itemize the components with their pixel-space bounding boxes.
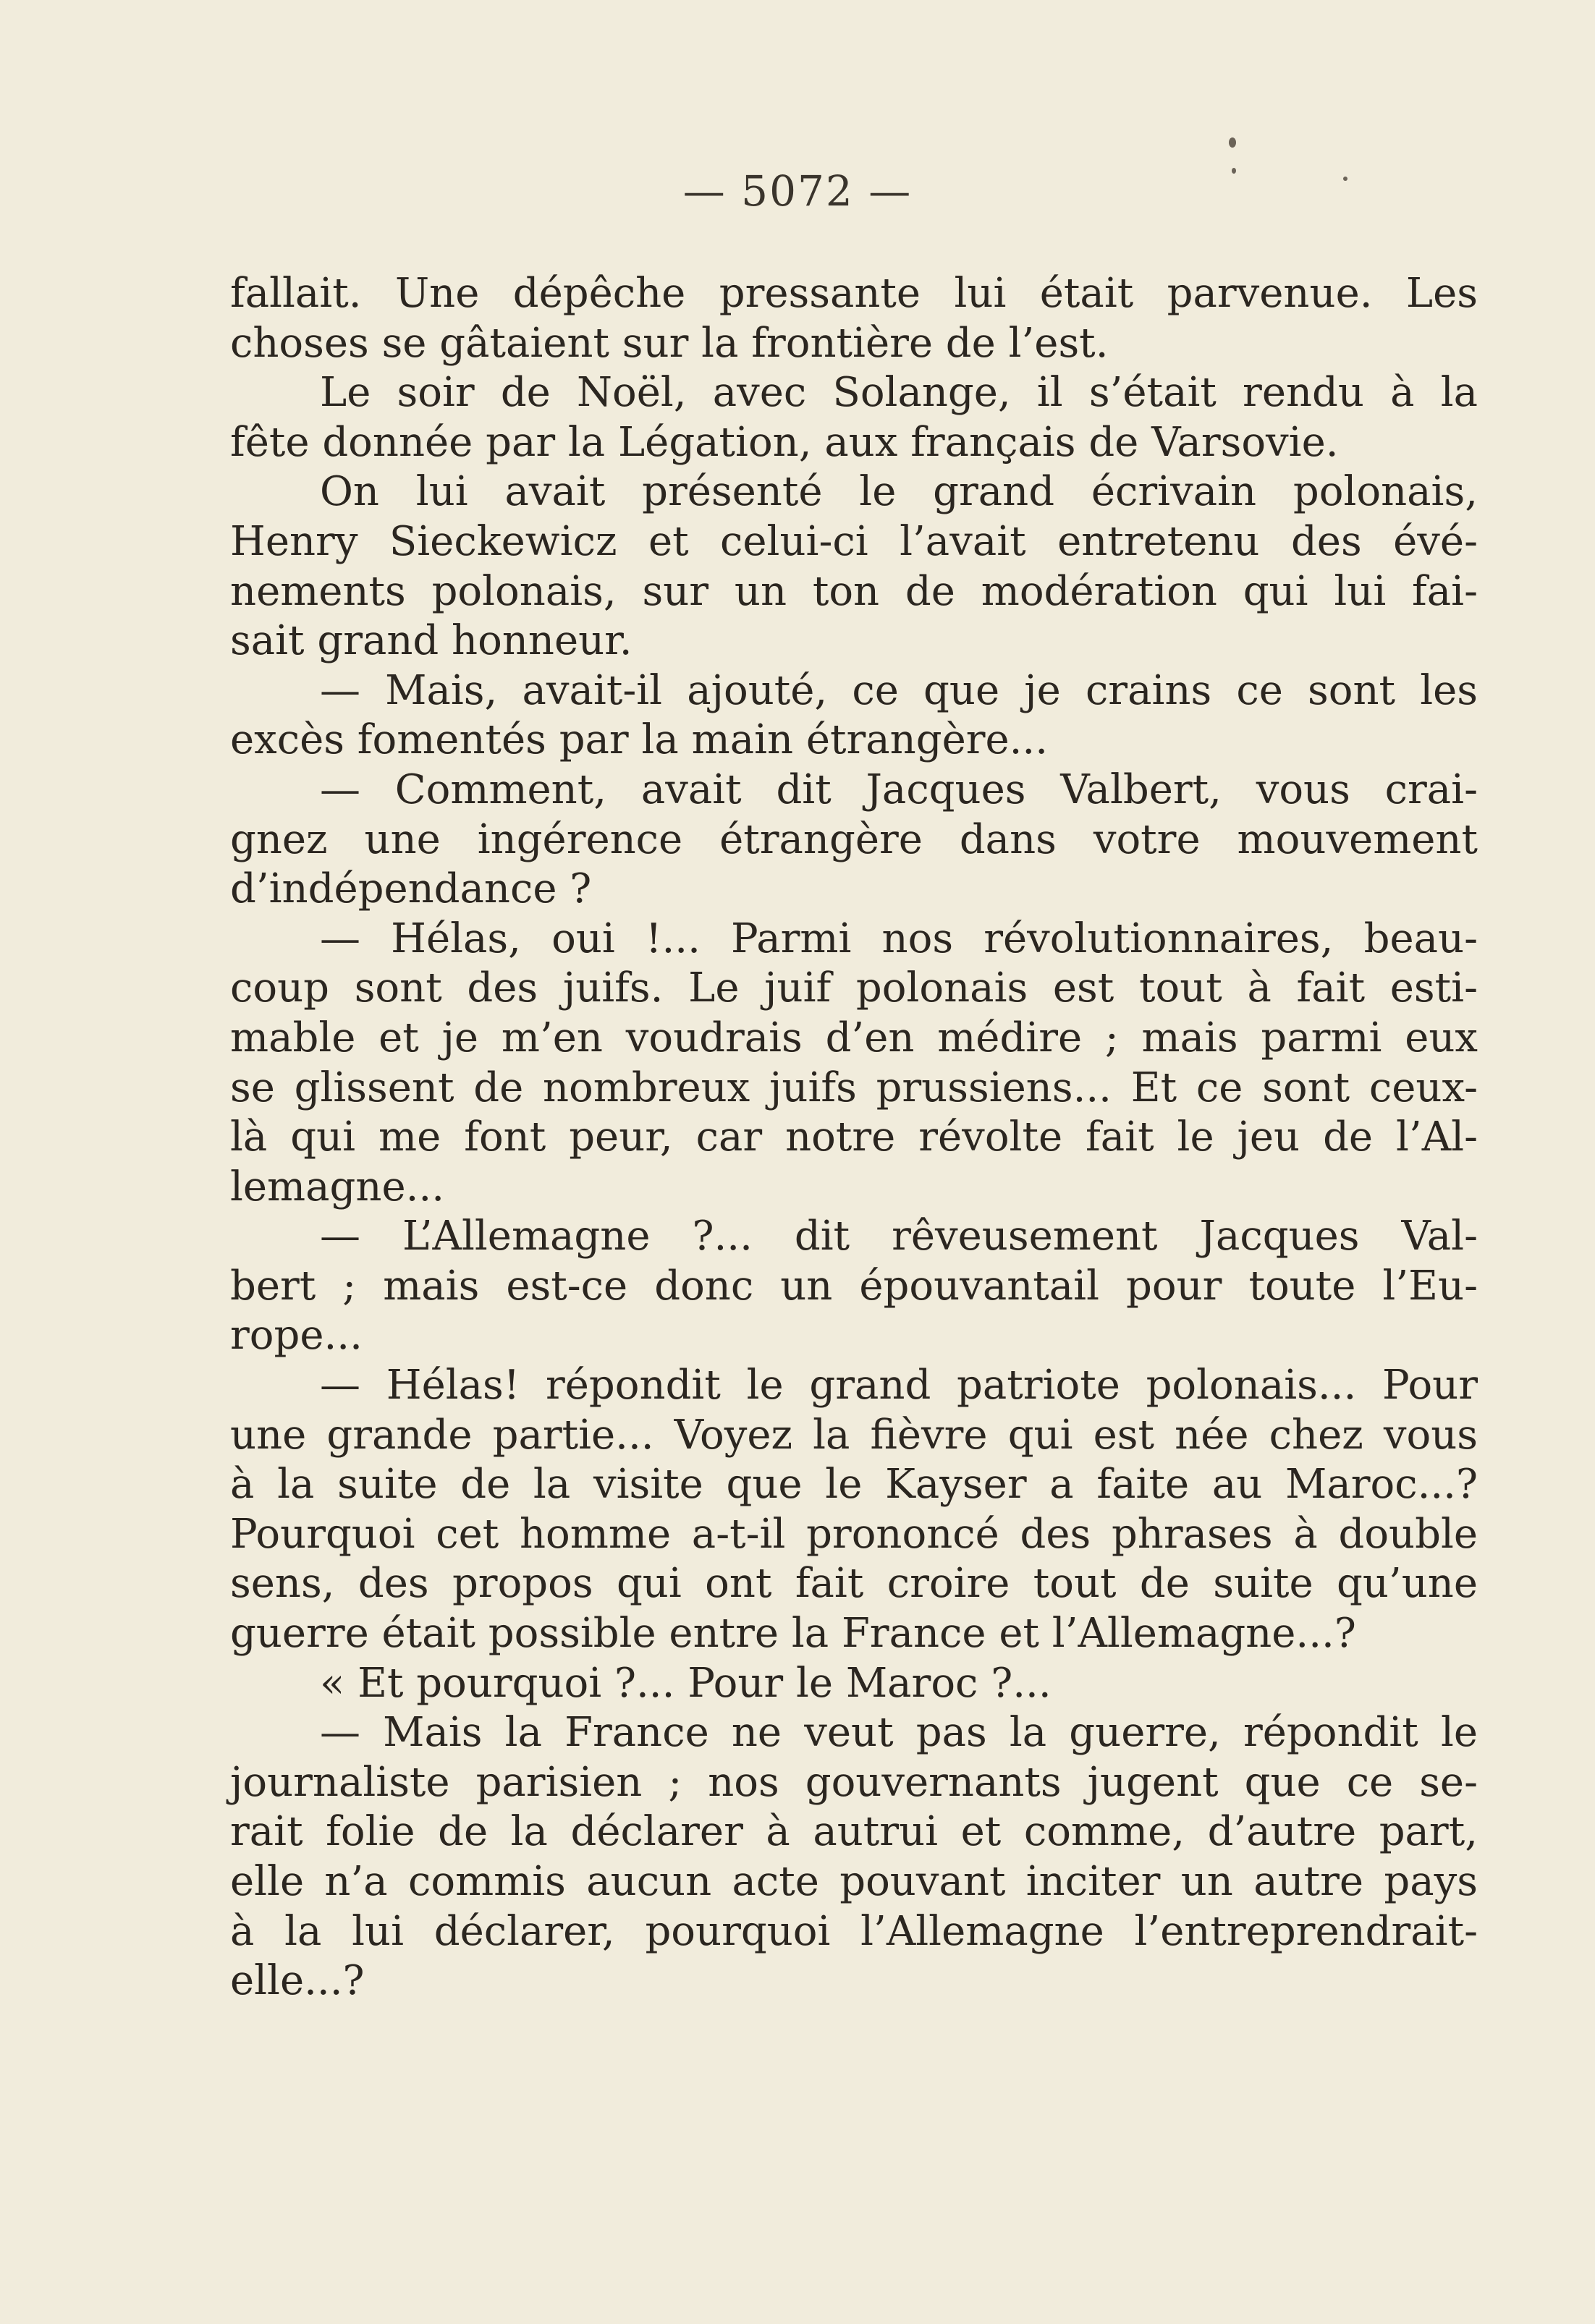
ink-speck bbox=[1232, 168, 1236, 174]
text-line: sens, des propos qui ont fait croire tout de suite qu’une bbox=[230, 1560, 1478, 1608]
text-line: journaliste parisien ; nos gouvernants jugent que ce se- bbox=[230, 1758, 1478, 1806]
text-line: choses se gâtaient sur la frontière de l’est. bbox=[230, 319, 1109, 367]
text-line: mable et je m’en voudrais d’en médire ; mais parmi eux bbox=[230, 1014, 1478, 1061]
text-line: rait folie de la déclarer à autrui et comme, d’autre part, bbox=[230, 1808, 1478, 1856]
text-line: à la suite de la visite que le Kayser a faite au Maroc...? bbox=[230, 1461, 1478, 1509]
text-line: elle...? bbox=[230, 1957, 365, 2005]
text-line: — L’Allemagne ?... dit rêveusement Jacques Val- bbox=[320, 1213, 1478, 1260]
text-line: Le soir de Noël, avec Solange, il s’était rendu à la bbox=[320, 369, 1478, 417]
text-line: fête donnée par la Légation, aux français de Varsovie. bbox=[230, 418, 1339, 466]
text-line: sait grand honneur. bbox=[230, 617, 632, 665]
text-line: — Mais la France ne veut pas la guerre, répondit le bbox=[320, 1709, 1478, 1757]
text-line: — Mais, avait-il ajouté, ce que je crains ce sont les bbox=[320, 666, 1478, 714]
text-line: On lui avait présenté le grand écrivain polonais, bbox=[320, 468, 1478, 516]
text-line: rope... bbox=[230, 1312, 363, 1360]
text-line: — Comment, avait dit Jacques Valbert, vous crai- bbox=[320, 766, 1478, 813]
text-line: « Et pourquoi ?... Pour le Maroc ?... bbox=[320, 1659, 1052, 1707]
ink-speck bbox=[1343, 177, 1348, 181]
text-line: fallait. Une dépêche pressante lui était parvenue. Les bbox=[230, 270, 1478, 317]
text-line: elle n’a commis aucun acte pouvant inciter un autre pays bbox=[230, 1858, 1478, 1905]
text-line: se glissent de nombreux juifs prussiens... Et ce sont ceux- bbox=[230, 1064, 1478, 1111]
text-line: guerre était possible entre la France et l’Allemagne...? bbox=[230, 1610, 1356, 1658]
text-line: bert ; mais est-ce donc un épouvantail pour toute l’Eu- bbox=[230, 1262, 1478, 1310]
text-line: coup sont des juifs. Le juif polonais est tout à fait esti- bbox=[230, 964, 1478, 1012]
text-line: Henry Sieckewicz et celui-ci l’avait entretenu des évé- bbox=[230, 517, 1478, 565]
text-line: — Hélas, oui !... Parmi nos révolutionnaires, beau- bbox=[320, 915, 1478, 962]
text-line: gnez une ingérence étrangère dans votre mouvement bbox=[230, 815, 1478, 863]
text-line: nements polonais, sur un ton de modération qui lui fai- bbox=[230, 567, 1478, 615]
page-number: — 5072 — bbox=[682, 166, 913, 216]
text-line: — Hélas! répondit le grand patriote polonais... Pour bbox=[320, 1362, 1478, 1409]
text-line: lemagne... bbox=[230, 1163, 444, 1210]
text-line: à la lui déclarer, pourquoi l’Allemagne l’entreprendrait- bbox=[230, 1907, 1478, 1955]
text-line: là qui me font peur, car notre révolte fait le jeu de l’Al- bbox=[230, 1114, 1478, 1161]
ink-speck bbox=[1229, 137, 1236, 148]
text-line: excès fomentés par la main étrangère... bbox=[230, 716, 1049, 764]
text-line: Pourquoi cet homme a-t-il prononcé des phrases à double bbox=[230, 1510, 1478, 1558]
text-line: d’indépendance ? bbox=[230, 865, 592, 913]
body-text bbox=[230, 269, 1478, 2006]
text-line: une grande partie... Voyez la fièvre qui est née chez vous bbox=[230, 1411, 1478, 1459]
